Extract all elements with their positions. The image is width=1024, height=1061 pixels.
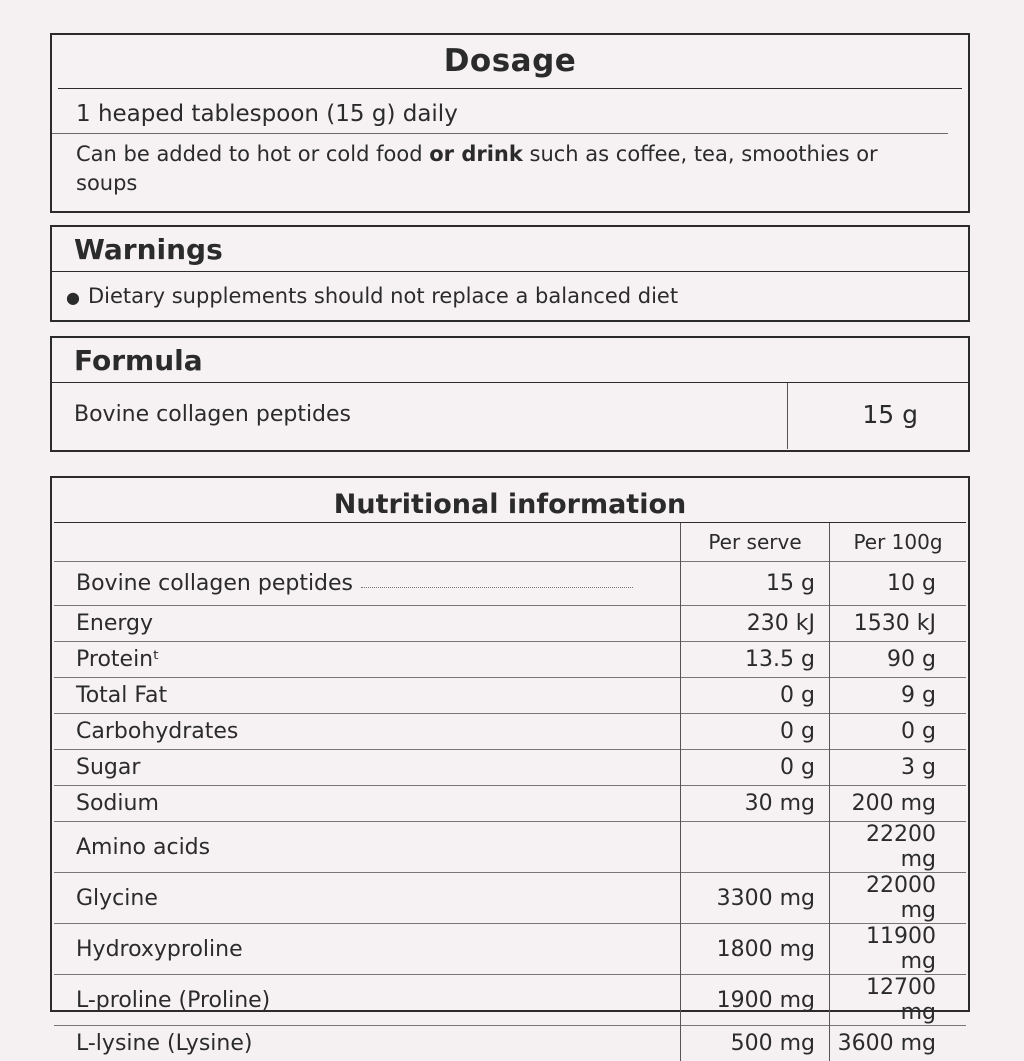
nutrient-name [54,975,681,1026]
dosage-usage-text-c: such as coffee, tea, smoothies or soups [76,142,878,195]
per-serve-value-text: 230 kJ [747,611,815,636]
nutrition-title: Nutritional information [54,478,966,523]
per-100g-value [830,786,967,822]
warning-item [52,272,968,320]
nutrient-name [54,873,681,924]
per-100g-value [830,822,967,873]
per-serve-value [681,822,830,873]
nutrient-name-text: Proteinᵗ [76,647,160,672]
per-serve-value-text: 15 g [766,571,815,596]
per-serve-value [681,786,830,822]
formula-panel [50,336,970,452]
table-row [54,562,966,606]
warnings-panel [50,225,970,322]
nutrient-name [54,750,681,786]
per-100g-value [830,562,967,606]
dotted-leader [361,587,633,588]
per-100g-value [830,678,967,714]
table-row [54,786,966,822]
per-serve-value [681,975,830,1026]
per-100g-value-text: 200 mg [852,791,936,816]
per-serve-value-text: 3300 mg [717,886,815,911]
per-100g-value [830,714,967,750]
per-100g-value [830,606,967,642]
dosage-amount: 1 heaped tablespoon (15 g) daily [52,89,948,134]
formula-title: Formula [52,338,968,383]
per-100g-value-text: 12700 mg [866,975,936,1025]
per-100g-value [830,642,967,678]
nutrient-name [54,822,681,873]
per-100g-value-text: 11900 mg [866,924,936,974]
nutrient-name-text: Total Fat [76,683,167,708]
nutrient-name-text: Carbohydrates [76,719,238,744]
dosage-panel [50,33,970,213]
nutrient-name [54,562,681,606]
nutrient-name-text: L-lysine (Lysine) [76,1031,252,1056]
nutrient-name [54,924,681,975]
per-100g-value-text: 22000 mg [866,873,936,923]
per-100g-value-text: 22200 mg [866,822,936,872]
per-serve-value-text: 500 mg [731,1031,815,1056]
per-serve-value-text: 0 g [780,755,815,780]
per-100g-value [830,873,967,924]
per-serve-value [681,562,830,606]
per-100g-value-text: 3 g [901,755,936,780]
per-serve-value [681,750,830,786]
per-serve-value-text: 1800 mg [717,937,815,962]
dosage-usage [52,134,968,198]
table-row [54,1026,966,1061]
nutrient-name-text: Bovine collagen peptides [76,571,353,596]
per-100g-value [830,975,967,1026]
nutrition-panel [50,476,970,1012]
table-row [54,606,966,642]
per-100g-value-text: 9 g [901,683,936,708]
table-row [54,714,966,750]
nutrient-name-text: L-proline (Proline) [76,988,270,1013]
per-serve-value [681,1026,830,1061]
dosage-title: Dosage [58,35,962,89]
per-100g-value-text: 3600 mg [838,1031,936,1056]
per-100g-value-text: 10 g [887,571,936,596]
formula-amount: 15 g [788,383,968,449]
formula-ingredient: Bovine collagen peptides [52,383,788,449]
nutrient-name-text: Sodium [76,791,159,816]
warning-text: Dietary supplements should not replace a balanced diet [88,284,678,308]
per-serve-value-text: 30 mg [745,791,815,816]
per-serve-value-text: 1900 mg [717,988,815,1013]
nutrient-name [54,642,681,678]
per-100g-value-text: 1530 kJ [854,611,936,636]
per-serve-value [681,642,830,678]
table-row [54,822,966,873]
per-serve-value [681,678,830,714]
per-100g-value [830,924,967,975]
per-serve-value [681,606,830,642]
nutrient-name [54,786,681,822]
warnings-title: Warnings [52,227,968,272]
nutrient-name [54,1026,681,1061]
dosage-usage-text-b: or drink [429,142,523,166]
nutrient-name-text: Energy [76,611,153,636]
header-per-100g: Per 100g [830,523,967,562]
dosage-usage-text-a: Can be added to hot or cold food [76,142,429,166]
table-row [54,873,966,924]
nutrition-header-row [54,523,966,562]
nutrient-name [54,714,681,750]
nutrition-table [54,523,966,1061]
bullet-icon: ● [66,288,80,307]
per-serve-value-text: 0 g [780,683,815,708]
table-row [54,924,966,975]
header-per-serve: Per serve [681,523,830,562]
nutrient-name-text: Amino acids [76,835,210,860]
per-100g-value-text: 90 g [887,647,936,672]
per-serve-value-text: 13.5 g [745,647,815,672]
nutrient-name-text: Sugar [76,755,140,780]
nutrient-name-text: Hydroxyproline [76,937,243,962]
formula-row [52,383,968,449]
per-serve-value-text: 0 g [780,719,815,744]
table-row [54,750,966,786]
per-serve-value [681,924,830,975]
table-row [54,975,966,1026]
table-row [54,642,966,678]
table-row [54,678,966,714]
per-serve-value [681,873,830,924]
per-100g-value [830,1026,967,1061]
per-serve-value [681,714,830,750]
per-100g-value [830,750,967,786]
per-100g-value-text: 0 g [901,719,936,744]
nutrient-name [54,678,681,714]
nutrient-name-text: Glycine [76,886,158,911]
header-empty-cell [54,523,681,562]
nutrient-name [54,606,681,642]
